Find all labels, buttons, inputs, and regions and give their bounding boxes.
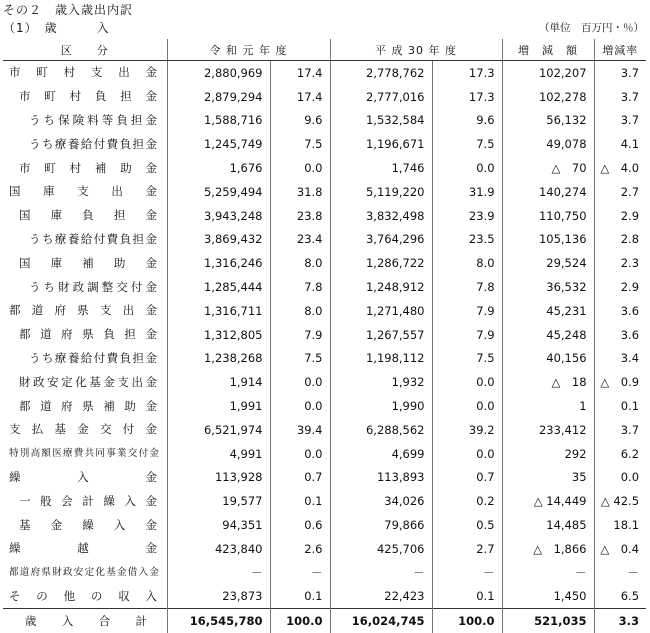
cell-ap: 23.8 [270,204,330,228]
cell-diff: 1 [502,394,594,418]
total-diff: 521,035 [502,609,594,633]
total-label-cell [3,609,167,633]
cell-b: 1,196,671 [330,132,432,156]
row-label-cell [3,561,167,585]
cell-bp: 7.5 [432,132,502,156]
cell-rate: 2.8 [620,232,640,247]
cell-a: 2,879,294 [167,85,270,109]
row-label: 国庫負担金 [19,208,157,223]
cell-a: 3,869,432 [167,228,270,252]
cell-rate: 3.6 [620,303,640,318]
row-label: 市町村支出金 [9,65,157,80]
row-label-cell [3,299,167,323]
cell-ap: 0.0 [270,442,330,466]
cell-ap: 0.0 [270,370,330,394]
cell-diff: 29,524 [502,251,594,275]
row-label-cell [3,489,167,513]
table-row [3,228,646,252]
table-row [3,418,646,442]
table-row [3,251,646,275]
cell-diff: 233,412 [502,418,594,442]
cell-b: 1,271,480 [330,299,432,323]
cell-diff: 56,132 [502,109,594,133]
cell-a: 1,991 [167,394,270,418]
cell-bp: 0.0 [432,442,502,466]
total-row [3,609,646,633]
cell-bp: 23.9 [432,204,502,228]
total-label: 歳入合計 [25,613,147,628]
cell-ap: 0.1 [270,585,330,609]
table-row [3,489,646,513]
cell-diff: 14,485 [502,513,594,537]
cell-a: 1,588,716 [167,109,270,133]
cell-ap: 0.0 [270,156,330,180]
cell-diff: 1,450 [502,585,594,609]
cell-a: 5,259,494 [167,180,270,204]
cell-bp: 23.5 [432,228,502,252]
cell-diff: － [502,561,594,585]
cell-b: 1,746 [330,156,432,180]
cell-rate: 6.5 [620,589,640,604]
table-row [3,204,646,228]
cell-a: 23,873 [167,585,270,609]
row-label: うち療養給付費負担金 [29,136,157,151]
cell-b: 1,267,557 [330,323,432,347]
row-label-cell [3,347,167,371]
cell-a: － [167,561,270,585]
cell-ap: 31.8 [270,180,330,204]
cell-bp: 0.0 [432,394,502,418]
table-row [3,513,646,537]
row-label-cell [3,537,167,561]
cell-b: 2,778,762 [330,61,432,85]
cell-bp: 2.7 [432,537,502,561]
row-label-cell [3,132,167,156]
cell-diff: 49,078 [502,132,594,156]
cell-bp: 0.2 [432,489,502,513]
cell-rate: 3.7 [620,113,640,128]
row-label-cell [3,156,167,180]
cell-rate: 3.6 [620,327,640,342]
cell-rate: 18.1 [613,518,640,533]
row-label-cell [3,442,167,466]
cell-b: 34,026 [330,489,432,513]
cell-a: 4,991 [167,442,270,466]
row-label: 都道府県補助金 [19,398,157,413]
cell-bp: 17.3 [432,61,502,85]
cell-bp: 39.2 [432,418,502,442]
cell-rate: 2.9 [620,280,640,295]
row-label: 基金繰入金 [19,517,157,532]
cell-diff: △ 18 [502,370,594,394]
row-label: 財政安定化基金支出金 [19,374,157,389]
row-label: 都道府県財政安定化基金借入金 [9,567,159,579]
cell-b: 1,990 [330,394,432,418]
table-row [3,347,646,371]
cell-rate: △ 4.0 [600,161,640,176]
row-label: 繰入金 [9,469,157,484]
cell-diff: 45,231 [502,299,594,323]
table-row [3,323,646,347]
cell-b: 3,764,296 [330,228,432,252]
total-a: 16,545,780 [167,609,270,633]
table-row [3,394,646,418]
cell-bp: － [432,561,502,585]
cell-ap: 0.0 [270,394,330,418]
cell-rate: 4.1 [620,137,640,152]
cell-ap: 2.6 [270,537,330,561]
row-label: うち療養給付費負担金 [29,231,157,246]
row-label: 一般会計繰入金 [19,493,157,508]
cell-ap: 0.1 [270,489,330,513]
table-body [3,61,646,633]
cell-a: 1,316,711 [167,299,270,323]
row-label: 繰越金 [9,541,157,556]
col-header-h30: 平 成 30 年 度 [330,39,502,61]
cell-ap: 9.6 [270,109,330,133]
row-label: その他の収入 [9,588,157,603]
cell-b: 1,932 [330,370,432,394]
row-label-cell [3,418,167,442]
cell-ap: － [270,561,330,585]
table-row [3,109,646,133]
row-label: 市町村負担金 [19,89,157,104]
row-label: 都道府県支出金 [9,303,157,318]
row-label-cell [3,61,167,85]
cell-ap: 8.0 [270,299,330,323]
total-ap: 100.0 [270,609,330,633]
cell-diff: △ 70 [502,156,594,180]
cell-b: 1,286,722 [330,251,432,275]
row-label-cell [3,513,167,537]
cell-a: 1,914 [167,370,270,394]
row-label: 市町村補助金 [19,160,157,175]
cell-rate: 6.2 [620,446,640,461]
table-row [3,585,646,609]
row-label: うち財政調整交付金 [29,279,157,294]
col-header-rate: 増減率 [594,39,646,61]
cell-b: 6,288,562 [330,418,432,442]
cell-diff: △ 1,866 [502,537,594,561]
cell-rate: 2.7 [620,184,640,199]
row-label-cell [3,228,167,252]
page-title: その２ 歳入歳出内訳 [3,3,134,17]
cell-rate: △ 0.9 [600,375,640,390]
table-row [3,537,646,561]
cell-bp: 0.7 [432,466,502,490]
total-rate: 3.3 [594,609,646,633]
row-label: 特別高額医療費共同事業交付金 [9,448,159,460]
cell-bp: 8.0 [432,251,502,275]
cell-b: 1,532,584 [330,109,432,133]
table-row [3,370,646,394]
row-label-cell [3,180,167,204]
cell-ap: 7.8 [270,275,330,299]
table-row [3,466,646,490]
cell-diff: 292 [502,442,594,466]
cell-b: 22,423 [330,585,432,609]
cell-diff: 105,136 [502,228,594,252]
row-label-cell [3,109,167,133]
table-row [3,85,646,109]
cell-diff: 102,278 [502,85,594,109]
table-row [3,442,646,466]
cell-a: 423,840 [167,537,270,561]
row-label: 国庫補助金 [19,255,157,270]
row-label: うち保険料等負担金 [29,112,157,127]
cell-rate: 3.7 [620,422,640,437]
cell-ap: 0.6 [270,513,330,537]
cell-ap: 7.9 [270,323,330,347]
cell-a: 113,928 [167,466,270,490]
table-row [3,180,646,204]
cell-diff: 35 [502,466,594,490]
cell-b: 113,893 [330,466,432,490]
cell-b: 5,119,220 [330,180,432,204]
row-label: 支払基金交付金 [9,422,157,437]
cell-rate: △ 42.5 [600,494,640,509]
cell-bp: 0.1 [432,585,502,609]
cell-a: 1,285,444 [167,275,270,299]
total-bp: 100.0 [432,609,502,633]
cell-bp: 9.6 [432,109,502,133]
unit-note: （単位 百万円・％） [539,22,644,34]
row-label: 国庫支出金 [9,184,157,199]
row-label-cell [3,370,167,394]
cell-ap: 7.5 [270,347,330,371]
cell-bp: 0.0 [432,370,502,394]
cell-diff: 40,156 [502,347,594,371]
row-label-cell [3,85,167,109]
col-header-diff: 増 減 額 [502,39,594,61]
cell-rate: － [627,565,640,580]
cell-bp: 31.9 [432,180,502,204]
cell-a: 94,351 [167,513,270,537]
col-header-r1: 令 和 元 年 度 [167,39,330,61]
total-b: 16,024,745 [330,609,432,633]
cell-diff: △ 14,449 [502,489,594,513]
cell-ap: 7.5 [270,132,330,156]
cell-b: 3,832,498 [330,204,432,228]
table-row [3,275,646,299]
cell-rate: 3.7 [620,65,640,80]
cell-diff: 45,248 [502,323,594,347]
cell-rate: 0.1 [620,399,640,414]
cell-a: 1,245,749 [167,132,270,156]
cell-diff: 36,532 [502,275,594,299]
cell-ap: 23.4 [270,228,330,252]
cell-b: － [330,561,432,585]
cell-b: 79,866 [330,513,432,537]
cell-a: 19,577 [167,489,270,513]
row-label-cell [3,466,167,490]
cell-b: 1,198,112 [330,347,432,371]
header-row [3,39,646,61]
table-row [3,156,646,180]
table-row [3,299,646,323]
cell-bp: 7.5 [432,347,502,371]
cell-bp: 7.9 [432,299,502,323]
cell-diff: 102,207 [502,61,594,85]
cell-bp: 0.5 [432,513,502,537]
cell-diff: 140,274 [502,180,594,204]
cell-rate: 2.9 [620,208,640,223]
cell-a: 3,943,248 [167,204,270,228]
cell-rate: △ 0.4 [600,541,640,556]
cell-bp: 7.8 [432,275,502,299]
cell-rate: 0.0 [620,470,640,485]
cell-diff: 110,750 [502,204,594,228]
row-label-cell [3,394,167,418]
table-row [3,132,646,156]
row-label-cell [3,585,167,609]
cell-bp: 17.3 [432,85,502,109]
revenue-table [3,39,646,633]
cell-b: 1,248,912 [330,275,432,299]
cell-ap: 17.4 [270,61,330,85]
cell-a: 6,521,974 [167,418,270,442]
table-row [3,61,646,85]
cell-bp: 7.9 [432,323,502,347]
cell-ap: 0.7 [270,466,330,490]
cell-b: 425,706 [330,537,432,561]
cell-rate: 3.7 [620,89,640,104]
col-header-category: 区 分 [3,39,167,61]
cell-b: 4,699 [330,442,432,466]
section-title: （1） 歳 入 [3,21,110,35]
cell-ap: 8.0 [270,251,330,275]
cell-rate: 3.4 [620,351,640,366]
cell-a: 1,316,246 [167,251,270,275]
table-row [3,561,646,585]
row-label-cell [3,251,167,275]
cell-bp: 0.0 [432,156,502,180]
row-label-cell [3,323,167,347]
row-label-cell [3,275,167,299]
cell-ap: 39.4 [270,418,330,442]
row-label: うち療養給付費負担金 [29,350,157,365]
row-label-cell [3,204,167,228]
cell-a: 1,238,268 [167,347,270,371]
cell-ap: 17.4 [270,85,330,109]
row-label: 都道府県負担金 [19,327,157,342]
cell-a: 1,312,805 [167,323,270,347]
cell-a: 2,880,969 [167,61,270,85]
cell-b: 2,777,016 [330,85,432,109]
cell-rate: 2.3 [620,256,640,271]
cell-a: 1,676 [167,156,270,180]
